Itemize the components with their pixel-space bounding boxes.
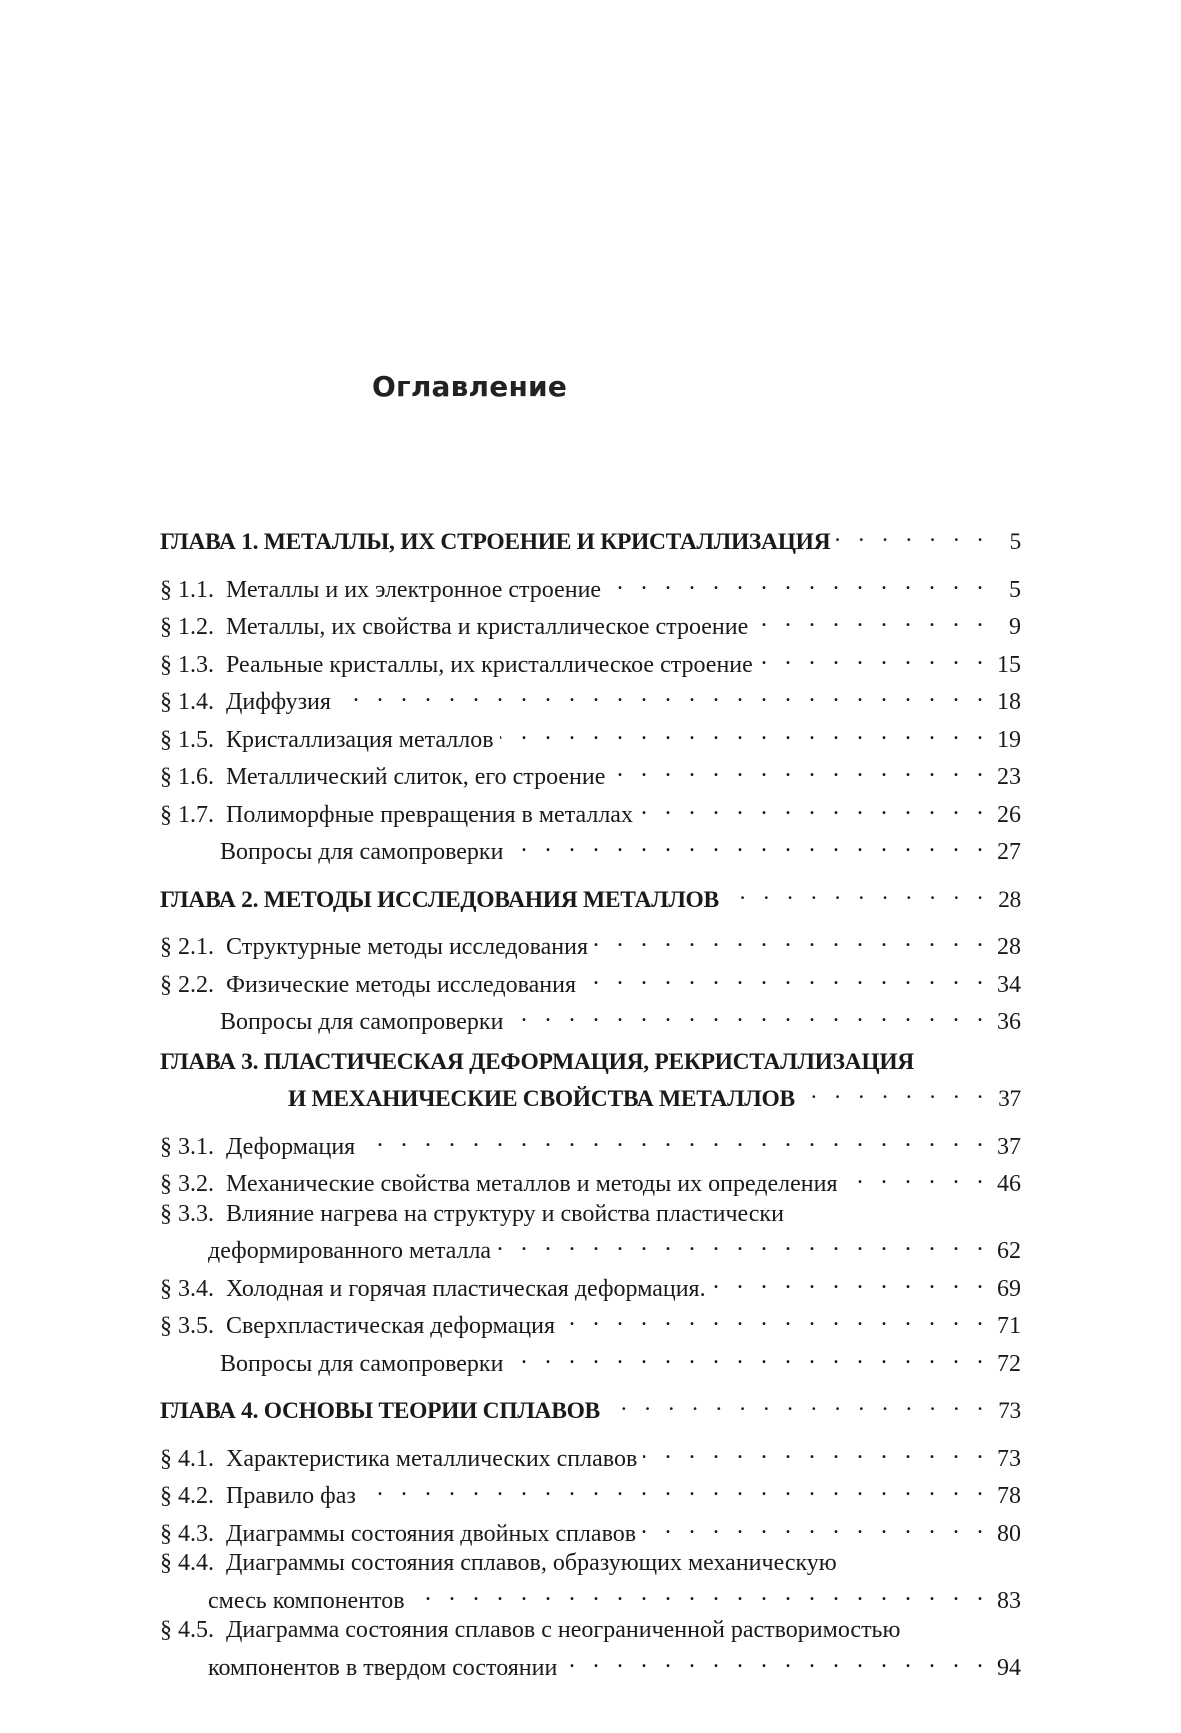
- dot-leader: [594, 925, 989, 954]
- toc-entry[interactable]: [160, 643, 1021, 681]
- section-title: Полиморфные превращения в металлах: [226, 801, 633, 828]
- section-title-line-2: смесь компонентов: [208, 1587, 405, 1614]
- page-number: 73: [997, 1445, 1021, 1472]
- section-title: Реальные кристаллы, их кристаллическое строение: [226, 651, 753, 678]
- toc-entry-questions[interactable]: [160, 1000, 1021, 1038]
- toc-entry[interactable]: [160, 1162, 1021, 1200]
- section-number: § 1.6.: [160, 764, 214, 790]
- dot-leader: [754, 605, 989, 634]
- dot-leader: [712, 1267, 989, 1296]
- dot-leader: [642, 1512, 989, 1541]
- page-title: Оглавление: [372, 370, 568, 403]
- dot-leader: [362, 1474, 989, 1503]
- section-number: § 4.3.: [160, 1520, 214, 1547]
- page-number: 15: [997, 651, 1021, 678]
- toc-entry-line-2[interactable]: [160, 1646, 1021, 1684]
- page-number: 27: [997, 839, 1021, 865]
- page-number: 72: [997, 1350, 1021, 1377]
- page-number: 28: [998, 886, 1021, 913]
- section-title: Структурные методы исследования: [226, 934, 589, 960]
- section-number: § 3.2.: [160, 1171, 214, 1197]
- section-title: Деформация: [226, 1133, 356, 1160]
- section-number: § 2.2.: [160, 971, 214, 998]
- chapter-4: [160, 1389, 1021, 1683]
- toc-entry[interactable]: [160, 925, 1021, 963]
- chapter-heading[interactable]: [160, 1389, 1021, 1427]
- questions-title: Вопросы для самопроверки: [220, 839, 504, 865]
- chapter-3: [160, 1048, 1021, 1380]
- toc-entry[interactable]: [160, 680, 1021, 718]
- section-number: § 1.3.: [160, 651, 214, 678]
- section-number: § 4.4.: [160, 1550, 214, 1576]
- dot-leader: [582, 963, 989, 992]
- dot-leader: [643, 1437, 989, 1466]
- dot-leader: [759, 643, 989, 672]
- toc-entry[interactable]: [160, 1437, 1021, 1475]
- questions-title: Вопросы для самопроверки: [220, 1350, 504, 1377]
- chapter-heading[interactable]: [160, 520, 1021, 558]
- toc-entry[interactable]: [160, 1512, 1021, 1550]
- dot-leader: [561, 1304, 989, 1333]
- section-number: § 3.1.: [160, 1133, 214, 1160]
- page-number: 5: [1009, 576, 1021, 603]
- toc-entry-line-1[interactable]: [160, 1549, 1021, 1579]
- section-number: § 1.7.: [160, 801, 214, 828]
- section-title: Диффузия: [226, 689, 331, 715]
- dot-leader: [611, 755, 989, 784]
- toc-entry-questions[interactable]: [160, 1342, 1021, 1380]
- dot-leader: [509, 1342, 989, 1371]
- chapter-title: ГЛАВА 2. МЕТОДЫ ИССЛЕДОВАНИЯ МЕТАЛЛОВ: [160, 886, 719, 913]
- section-title: Физические методы исследования: [226, 971, 576, 998]
- toc-entry[interactable]: [160, 718, 1021, 756]
- toc-entry[interactable]: [160, 1267, 1021, 1305]
- toc-entry[interactable]: [160, 568, 1021, 606]
- page-number: 69: [997, 1275, 1021, 1302]
- dot-leader: [836, 520, 989, 549]
- section-number: § 3.4.: [160, 1275, 214, 1302]
- page-number: 37: [998, 1086, 1021, 1112]
- table-of-contents: [160, 520, 1021, 1693]
- page-number: 83: [997, 1587, 1021, 1614]
- page-number: 34: [997, 971, 1021, 998]
- questions-title: Вопросы для самопроверки: [220, 1009, 504, 1035]
- chapter-heading[interactable]: [160, 878, 1021, 916]
- dot-leader: [337, 680, 989, 709]
- dot-leader: [497, 1229, 989, 1258]
- chapter-title-line-2: И МЕХАНИЧЕСКИЕ СВОЙСТВА МЕТАЛЛОВ: [288, 1086, 795, 1112]
- toc-entry[interactable]: [160, 1474, 1021, 1512]
- chapter-title: ГЛАВА 1. МЕТАЛЛЫ, ИХ СТРОЕНИЕ И КРИСТАЛЛИЗАЦИЯ: [160, 529, 831, 555]
- section-number: § 2.1.: [160, 934, 214, 960]
- dot-leader: [563, 1646, 989, 1675]
- page-number: 23: [997, 764, 1021, 790]
- chapter-heading[interactable]: [160, 1077, 1021, 1115]
- chapter-title: ГЛАВА 4. ОСНОВЫ ТЕОРИИ СПЛАВОВ: [160, 1398, 600, 1424]
- section-title: Сверхпластическая деформация: [226, 1313, 556, 1339]
- section-title: Металлы, их свойства и кристаллическое строение: [226, 614, 749, 640]
- page-number: 73: [998, 1398, 1021, 1424]
- chapter-1: [160, 520, 1021, 868]
- page-number: 80: [997, 1520, 1021, 1547]
- page-number: 94: [997, 1654, 1021, 1681]
- dot-leader: [801, 1077, 989, 1106]
- section-title-line-1: Диаграммы состояния сплавов, образующих механическую: [226, 1550, 837, 1576]
- section-number: § 1.2.: [160, 614, 214, 640]
- chapter-title-line-1[interactable]: ГЛАВА 3. ПЛАСТИЧЕСКАЯ ДЕФОРМАЦИЯ, РЕКРИСТАЛЛИЗАЦИЯ: [160, 1048, 914, 1075]
- chapter-2: [160, 878, 1021, 1038]
- dot-leader: [361, 1125, 989, 1154]
- page-number: 19: [997, 726, 1021, 753]
- section-title: Диаграммы состояния двойных сплавов: [226, 1520, 637, 1547]
- page-number: 71: [997, 1313, 1021, 1339]
- toc-entry-questions[interactable]: [160, 830, 1021, 868]
- section-number: § 1.5.: [160, 726, 214, 753]
- page-number: 46: [997, 1171, 1021, 1197]
- toc-entry[interactable]: [160, 755, 1021, 793]
- section-title: Кристаллизация металлов: [226, 726, 494, 753]
- section-title: Механические свойства металлов и методы их определения: [226, 1171, 838, 1197]
- toc-entry-line-1[interactable]: [160, 1200, 1021, 1230]
- section-number: § 4.5.: [160, 1617, 214, 1643]
- page-number: 28: [997, 934, 1021, 960]
- page-number: 36: [997, 1009, 1021, 1035]
- section-number: § 3.5.: [160, 1313, 214, 1339]
- toc-entry[interactable]: [160, 793, 1021, 831]
- section-title-line-2: компонентов в твердом состоянии: [208, 1654, 558, 1681]
- section-title-line-1: Влияние нагрева на структуру и свойства пластически: [226, 1200, 784, 1227]
- page-number: 18: [997, 689, 1021, 715]
- dot-leader: [725, 878, 989, 907]
- dot-leader: [844, 1162, 990, 1191]
- section-number: § 3.3.: [160, 1200, 214, 1227]
- section-title: Характеристика металлических сплавов: [226, 1445, 638, 1472]
- toc-entry-line-1[interactable]: [160, 1616, 1021, 1646]
- page-number: 62: [997, 1238, 1021, 1264]
- toc-entry[interactable]: [160, 605, 1021, 643]
- toc-entry[interactable]: [160, 963, 1021, 1001]
- section-title: Металлы и их электронное строение: [226, 576, 602, 603]
- section-title: Правило фаз: [226, 1483, 356, 1509]
- section-number: § 4.2.: [160, 1483, 214, 1509]
- dot-leader: [509, 1000, 989, 1029]
- dot-leader: [509, 830, 989, 859]
- section-number: § 4.1.: [160, 1445, 214, 1472]
- toc-entry[interactable]: [160, 1125, 1021, 1163]
- page-number: 26: [997, 801, 1021, 828]
- toc-entry-line-2[interactable]: [160, 1579, 1021, 1617]
- section-title: Металлический слиток, его строение: [226, 764, 606, 790]
- toc-entry[interactable]: [160, 1304, 1021, 1342]
- dot-leader: [411, 1579, 989, 1608]
- section-title-line-2: деформированного металла: [208, 1238, 492, 1264]
- section-number: § 1.1.: [160, 576, 214, 603]
- page-number: 9: [1009, 614, 1021, 640]
- section-title: Холодная и горячая пластическая деформация.: [226, 1275, 706, 1302]
- page-number: 37: [997, 1133, 1021, 1160]
- dot-leader: [606, 1389, 989, 1418]
- section-title-line-1: Диаграмма состояния сплавов с неограниченной растворимостью: [226, 1617, 901, 1643]
- section-number: § 1.4.: [160, 689, 214, 715]
- dot-leader: [607, 568, 989, 597]
- dot-leader: [639, 793, 989, 822]
- page-number: 78: [997, 1483, 1021, 1509]
- page-number: 5: [1009, 529, 1021, 555]
- dot-leader: [500, 718, 989, 747]
- toc-entry-line-2[interactable]: [160, 1229, 1021, 1267]
